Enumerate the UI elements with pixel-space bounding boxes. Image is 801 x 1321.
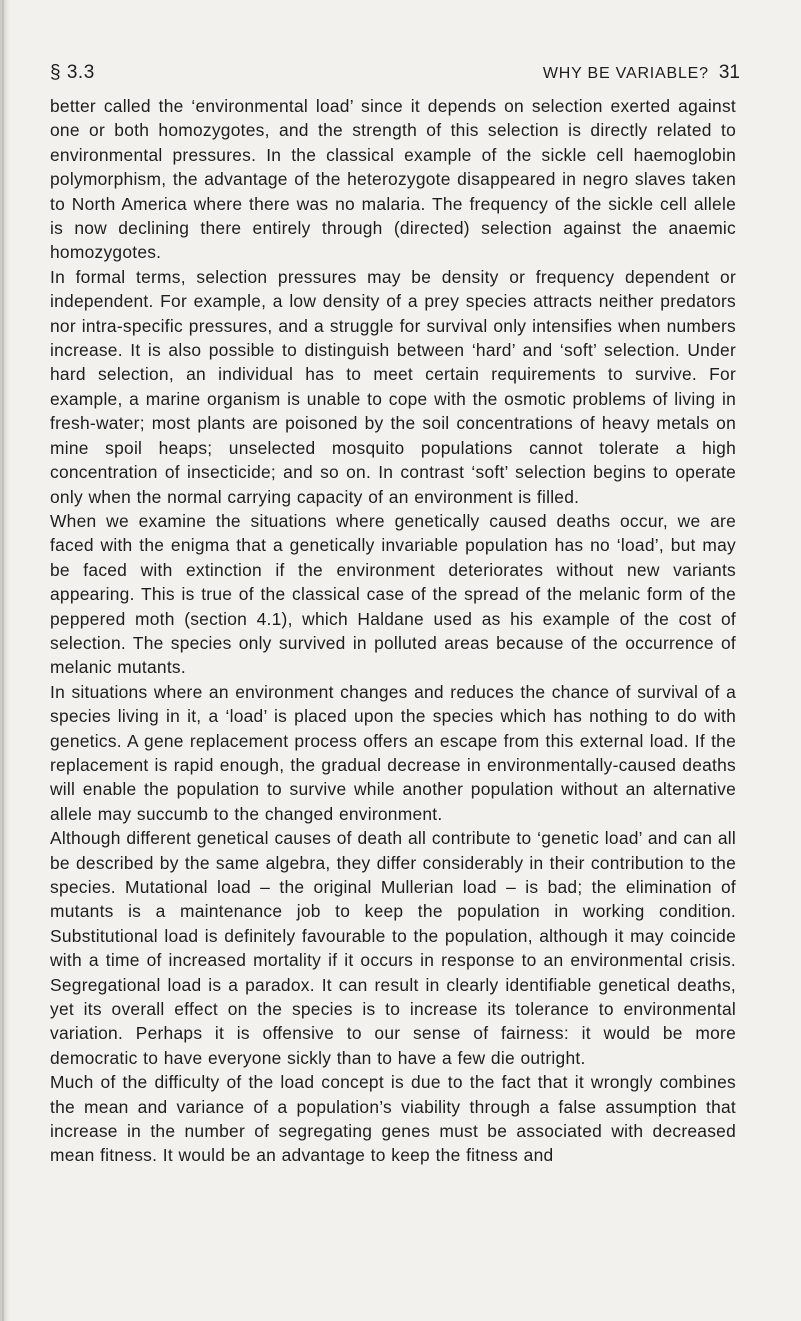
page-number: 31: [718, 62, 740, 83]
paragraph: In formal terms, selection pressures may be density or frequency dependent or independent. For example, a low density of a prey species attracts neither predators nor intra-specific pressures, and a struggle for survival only intensifies when numbers increase. It is also possible to distinguish between ‘hard’ and ‘soft’ selection. Under hard selection, an individual has to meet certain requirements to survive. For example, a marine organism is unable to cope with the osmotic problems of living in fresh-water; most plants are poisoned by the soil concentrations of heavy metals on mine spoil heaps; unselected mosquito populations cannot tolerate a high concentration of insecticide; and so on. In contrast ‘soft’ selection begins to operate only when the normal carrying capacity of an environment is filled.: [50, 266, 736, 507]
book-page: [50, 62, 785, 1168]
running-title: WHY BE VARIABLE?: [542, 65, 709, 82]
section-number: § 3.3: [50, 62, 95, 83]
paragraph: better called the ‘environmental load’ since it depends on selection exerted against one or both homozygotes, and the strength of this selection is directly related to environmental pressures. In the classical example of the sickle cell haemoglobin polymorphism, the advantage of the heterozygote disappeared in negro slaves taken to North America where there was no malaria. The frequency of the sickle cell allele is now declining there entirely through (directed) selection against the anaemic homozygotes.: [50, 96, 736, 263]
running-head: [543, 62, 740, 84]
paragraph: Although different genetical causes of death all contribute to ‘genetic load’ and can all be described by the same algebra, they differ considerably in their contribution to the species. Mutational load – the original Mullerian load – is bad; the elimination of mutants is a maintenance job to keep the population in working condition. Substitutional load is definitely favourable to the population, although it may coincide with a time of increased mortality if it occurs in response to an environmental crisis. Segregational load is a paradox. It can result in clearly identifiable genetical deaths, yet its overall effect on the species is to increase its tolerance to environmental variation. Perhaps it is offensive to our sense of fairness: it would be more democratic to have everyone sickly than to have a few die outright.: [50, 828, 736, 1068]
paragraph: In situations where an environment changes and reduces the chance of survival of a species living in it, a ‘load’ is placed upon the species which has nothing to do with genetics. A gene replacement process offers an escape from this external load. If the replacement is rapid enough, the gradual decrease in environmentally-caused deaths will enable the population to survive while another population without an alternative allele may succumb to the changed environment.: [50, 681, 736, 824]
paragraph: Much of the difficulty of the load concept is due to the fact that it wrongly combines the mean and variance of a population’s viability through a false assumption that increase in the number of segregating genes must be associated with decreased mean fitness. It would be an advantage to keep the fitness and: [50, 1072, 736, 1166]
body-text: [50, 94, 736, 1168]
spine-streak: [2, 0, 4, 1321]
paragraph: When we examine the situations where genetically caused deaths occur, we are faced with the enigma that a genetically invariable population has no ‘load’, but may be faced with extinction if the environment deteriorates without new variants appearing. This is true of the classical case of the spread of the melanic form of the peppered moth (section 4.1), which Haldane used as his example of the cost of selection. The species only survived in polluted areas because of the occurrence of melanic mutants.: [50, 510, 736, 678]
page-header: [50, 62, 740, 84]
